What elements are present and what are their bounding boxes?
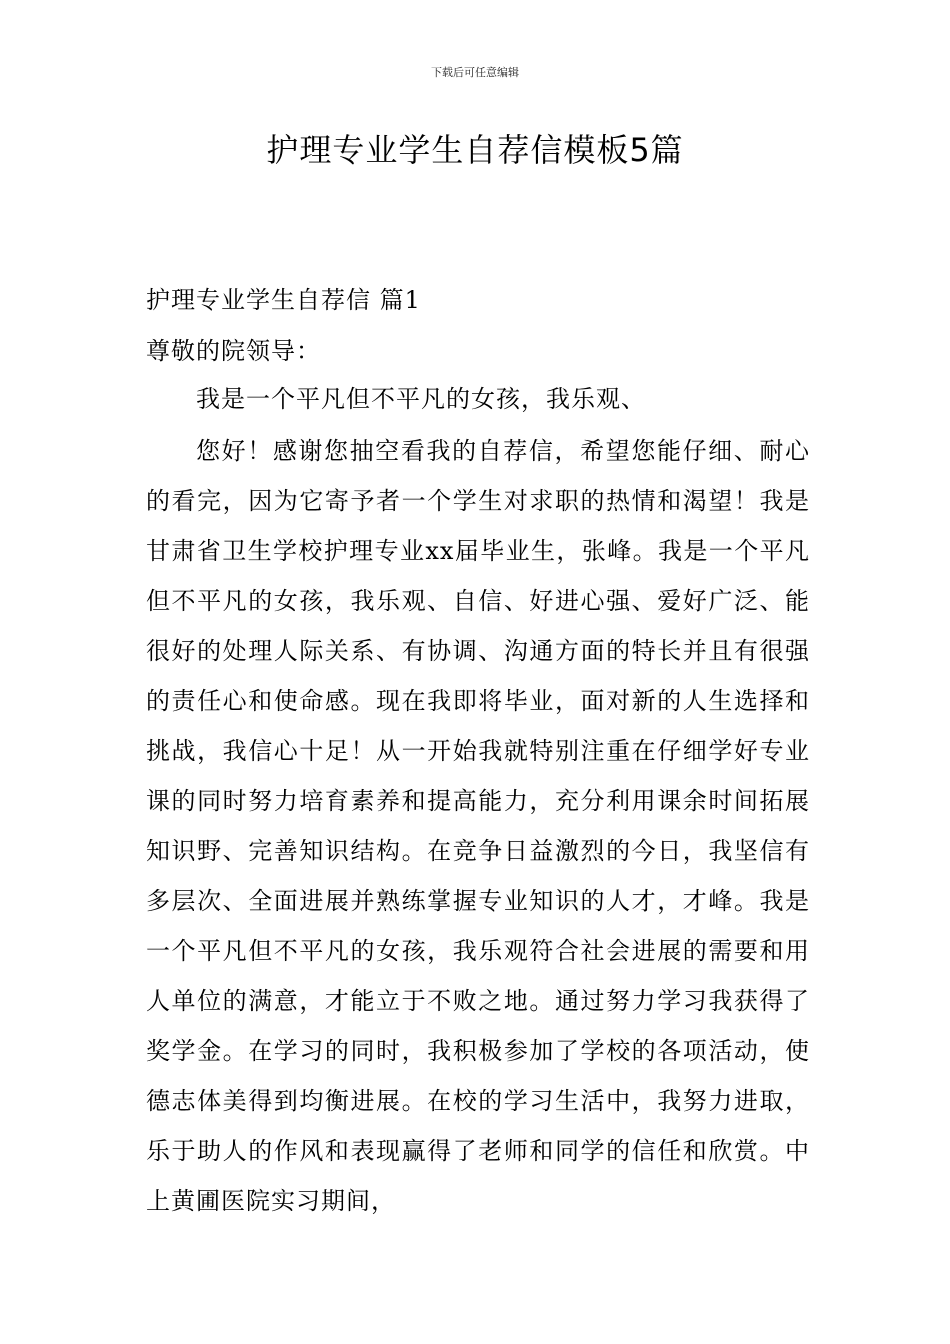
section-heading: 护理专业学生自荐信 篇1 — [146, 286, 421, 314]
document-title: 护理专业学生自荐信模板5篇 — [266, 131, 684, 169]
salutation: 尊敬的院领导： — [146, 337, 321, 365]
paragraph-intro: 我是一个平凡但不平凡的女孩，我乐观、 — [196, 385, 646, 413]
paragraph-main: 您好！感谢您抽空看我的自荐信，希望您能仔细、耐心的看完，因为它寄予者一个学生对求职的热情和渴望！我是甘肃省卫生学校护理专业xx届毕业生，张峰。我是一个平凡但不平凡的女孩，我乐观、自信、好进心强、爱好广泛、能很好的处理人际关系、有协调、沟通方面的特长并且有很强的责任心和使命感。现在我即将毕业，面对新的人生选择和挑战，我信心十足！从一开始我就特别注重在仔细学好专业课的同时努力培育素养和提高能力，充分利用课余时间拓展知识野、完善知识结构。在竞争日益激烈的今日，我坚信有多层次、全面进展并熟练掌握专业知识的人才，才峰。我是一个平凡但不平凡的女孩，我乐观符合社会进展的需要和用人单位的满意，才能立于不败之地。通过努力学习我获得了奖学金。在学习的同时，我积极参加了学校的各项活动，使德志体美得到均衡进展。在校的学习生活中，我努力进取，乐于助人的作风和表现赢得了老师和同学的信任和欣赏。中上黄圃医院实习期间， — [146, 437, 810, 1215]
header-note: 下载后可任意编辑 — [431, 66, 519, 79]
